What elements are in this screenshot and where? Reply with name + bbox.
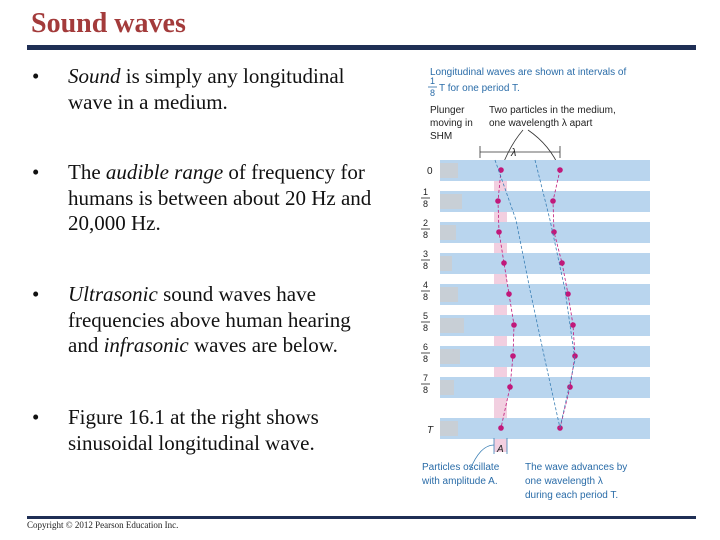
wave-row-3 — [421, 249, 650, 274]
lambda-symbol: λ — [511, 147, 517, 159]
tube-4 — [440, 284, 650, 305]
plunger-label-1: Plunger — [430, 105, 465, 116]
row-label-8: T — [427, 425, 434, 436]
row-den-5: 8 — [423, 323, 429, 333]
row-label-0: 0 — [427, 166, 433, 177]
term-audible-range: audible range — [105, 160, 224, 184]
wave-row-7 — [421, 373, 650, 398]
bottom-right-caption-1: The wave advances by — [525, 462, 628, 473]
figure-caption-top-2: T for one period T. — [439, 83, 520, 94]
row-den-1: 8 — [423, 199, 429, 209]
caption-fraction-den: 8 — [430, 88, 436, 98]
plunger-label-3: SHM — [430, 131, 453, 142]
plunger-label-2: moving in — [430, 118, 473, 129]
term-ultrasonic: Ultrasonic — [68, 282, 158, 306]
term-infrasonic: infrasonic — [103, 333, 189, 357]
amplitude-symbol: A — [497, 444, 504, 455]
bottom-right-caption-2: one wavelength λ — [525, 476, 603, 487]
tube-2 — [440, 222, 650, 243]
bullet-marker: • — [32, 405, 40, 429]
row-num-7: 7 — [423, 373, 429, 383]
bullet-figure: • Figure 16.1 at the right shows sinusoidal longitudinal wave. — [32, 405, 319, 455]
plunger-8 — [440, 421, 458, 436]
row-den-2: 8 — [423, 230, 429, 240]
plunger-3 — [440, 256, 452, 271]
slide-title: Sound waves — [31, 8, 186, 39]
title-rule — [27, 45, 696, 50]
plunger-7 — [440, 380, 454, 395]
wave-row-1 — [421, 187, 650, 212]
bottom-left-caption-1: Particles oscillate — [422, 462, 500, 473]
bullet-marker: • — [32, 282, 40, 306]
row-num-3: 3 — [423, 249, 429, 259]
plunger-5 — [440, 318, 464, 333]
tube-8 — [440, 418, 650, 439]
tube-0 — [440, 160, 650, 181]
row-num-1: 1 — [423, 187, 429, 197]
bullet-ultrasonic: • Ultrasonic sound waves have frequencies above human hearing and infrasonic waves are below. — [32, 282, 351, 357]
row-den-6: 8 — [423, 354, 429, 364]
wave-row-6 — [421, 342, 650, 367]
footer-rule — [27, 516, 696, 519]
caption-fraction-num: 1 — [430, 76, 436, 86]
copyright-notice: Copyright © 2012 Pearson Education Inc. — [27, 520, 179, 530]
tube-3 — [440, 253, 650, 274]
wave-row-4 — [421, 280, 650, 305]
wave-rows — [421, 160, 650, 439]
row-num-5: 5 — [423, 311, 429, 321]
term-sound: Sound — [68, 64, 121, 88]
row-num-6: 6 — [423, 342, 429, 352]
bottom-right-caption-3: during each period T. — [525, 490, 619, 501]
plunger-4 — [440, 287, 458, 302]
bullet-marker: • — [32, 64, 40, 88]
longitudinal-wave-figure — [410, 60, 660, 510]
row-den-4: 8 — [423, 292, 429, 302]
plunger-6 — [440, 349, 460, 364]
particles-label-2: one wavelength λ apart — [489, 118, 593, 129]
plunger-2 — [440, 225, 456, 240]
figure-caption-top: Longitudinal waves are shown at intervals of — [430, 67, 627, 78]
tube-6 — [440, 346, 650, 367]
wave-row-0 — [427, 160, 650, 181]
wave-row-8 — [427, 418, 650, 439]
bullet-audible-range: • The audible range of frequency for humans is between about 20 Hz and 20,000 Hz. — [32, 160, 372, 235]
wave-row-2 — [421, 218, 650, 243]
bottom-left-caption-2: with amplitude A. — [422, 476, 498, 487]
particles-label-1: Two particles in the medium, — [489, 105, 616, 116]
bullet-sound: • Sound is simply any longitudinal wave in a medium. — [32, 64, 345, 114]
row-den-7: 8 — [423, 385, 429, 395]
tube-5 — [440, 315, 650, 336]
row-num-2: 2 — [423, 218, 429, 228]
plunger-0 — [440, 163, 458, 178]
bullet-marker: • — [32, 160, 40, 184]
row-den-3: 8 — [423, 261, 429, 271]
tube-7 — [440, 377, 650, 398]
plunger-1 — [440, 194, 462, 209]
row-num-4: 4 — [423, 280, 429, 290]
